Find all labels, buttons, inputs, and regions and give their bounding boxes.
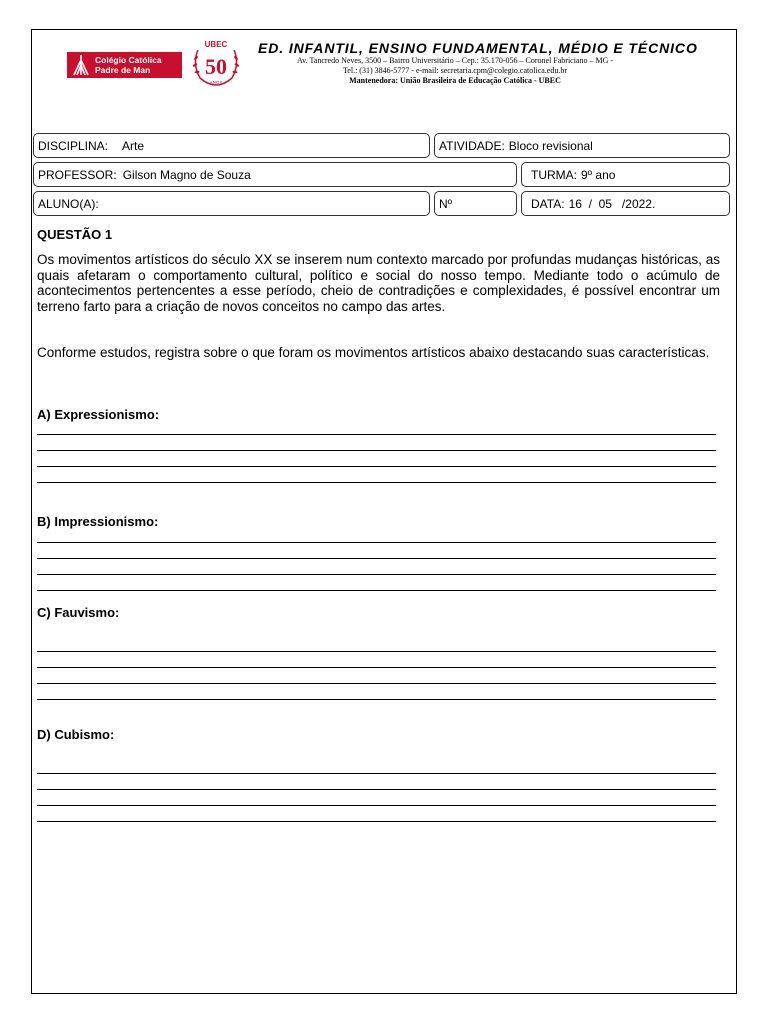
address-line3: Mantenedora: União Brasileira de Educação Católica - UBEC (349, 76, 561, 85)
question-title: QUESTÃO 1 (37, 227, 113, 242)
seal-number: 50 (205, 54, 227, 79)
turma-label: TURMA: (531, 167, 577, 182)
numero-field[interactable] (434, 191, 517, 216)
answer-line[interactable] (37, 805, 716, 806)
answer-line[interactable] (37, 590, 716, 591)
section-d-label: D) Cubismo: (37, 727, 115, 742)
answer-line[interactable] (37, 667, 716, 668)
section-a-label: A) Expressionismo: (37, 407, 160, 422)
answer-line[interactable] (37, 450, 716, 451)
answer-line[interactable] (37, 789, 716, 790)
ubec-50-seal (188, 38, 244, 88)
school-title: ED. INFANTIL, ENSINO FUNDAMENTAL, MÉDIO E TÉCNICO (258, 40, 698, 56)
seal-top-text: UBEC (204, 40, 228, 49)
answer-line[interactable] (37, 466, 716, 467)
professor-label: PROFESSOR: (38, 167, 117, 182)
section-c-label: C) Fauvismo: (37, 605, 120, 620)
atividade-label: ATIVIDADE: (439, 138, 505, 153)
disciplina-field[interactable] (33, 133, 430, 158)
answer-line[interactable] (37, 773, 716, 774)
professor-value: Gilson Magno de Souza (122, 167, 251, 182)
question-paragraph-2: Conforme estudos, registra sobre o que foram os movimentos artísticos abaixo destacando suas características. (37, 345, 710, 360)
disciplina-label: DISCIPLINA: (38, 138, 109, 153)
question-paragraph-1: Os movimentos artísticos do século XX se inserem num contexto marcado por profundas mudanças históricas, as quais afetaram o comportamento cultural, político e social do nosso tempo. Mediante todo o acúmulo de acontecimentos pertencentes a esse período, cheio de contradições e complexidades, é possível encontrar um terreno farto para a criação de novos conceitos no campo das artes. (37, 252, 720, 314)
answer-line[interactable] (37, 683, 716, 684)
atividade-value: Bloco revisional (508, 138, 593, 153)
logo-line2: Padre de Man (95, 65, 151, 75)
answer-line[interactable] (37, 482, 716, 483)
cathedral-icon (67, 52, 95, 78)
data-label: DATA: (531, 196, 565, 211)
turma-value: 9º ano (581, 167, 616, 182)
logo-line1: Colégio Católica (95, 55, 162, 65)
seal-bottom-text: ANOS (209, 80, 223, 85)
answer-line[interactable] (37, 821, 716, 822)
data-value: 16 / 05 /2022. (568, 196, 656, 211)
answer-line[interactable] (37, 574, 716, 575)
section-b-label: B) Impressionismo: (37, 514, 159, 529)
answer-line[interactable] (37, 558, 716, 559)
address-line1: Av. Tancredo Neves, 3500 – Bairro Universitário – Cep.: 35.170-056 – Coronel Fabriciano – MG - (296, 56, 614, 65)
numero-label: Nº (439, 196, 453, 211)
answer-line[interactable] (37, 542, 716, 543)
turma-field[interactable] (521, 162, 730, 187)
data-field[interactable] (521, 191, 730, 216)
aluno-field[interactable] (33, 191, 430, 216)
address-line2: Tel.: (31) 3846-5777 - e-mail: secretaria.cpm@colegio.catolica.edu.br (342, 66, 568, 75)
disciplina-value: Arte (122, 138, 145, 153)
atividade-field[interactable] (434, 133, 730, 158)
answer-line[interactable] (37, 699, 716, 700)
school-logo (67, 52, 182, 78)
answer-line[interactable] (37, 651, 716, 652)
professor-field[interactable] (33, 162, 517, 187)
answer-line[interactable] (37, 434, 716, 435)
aluno-label: ALUNO(A): (38, 196, 99, 211)
